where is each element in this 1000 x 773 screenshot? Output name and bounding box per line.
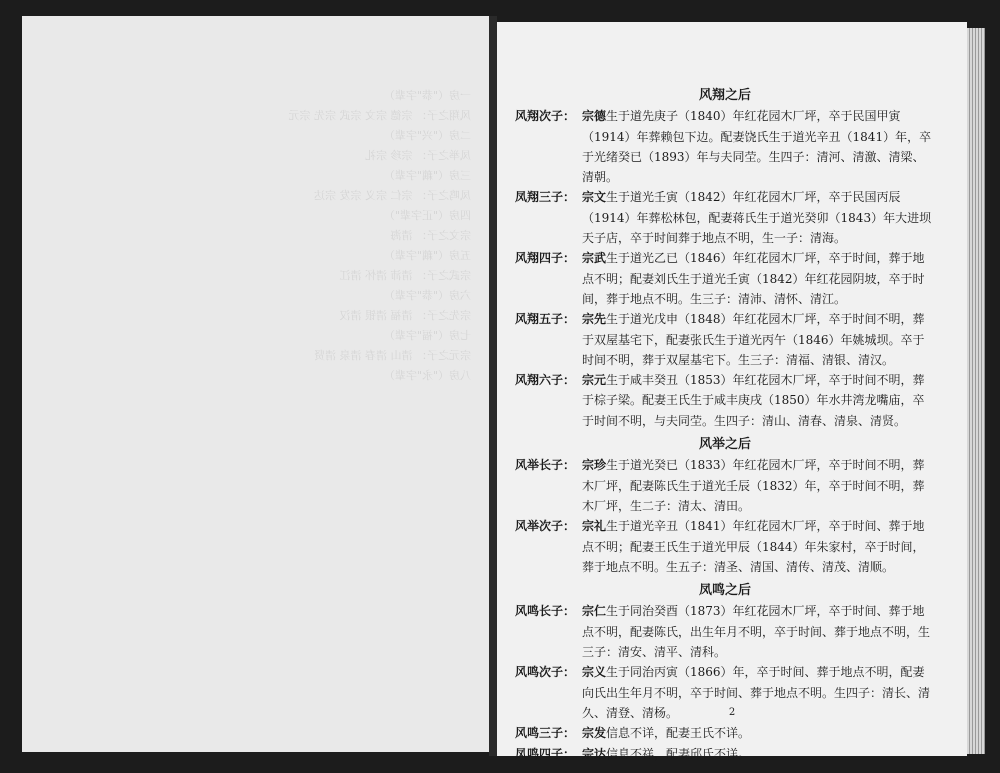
genealogy-entry bbox=[515, 516, 935, 577]
entry-label: 风鸣次子： bbox=[515, 665, 576, 680]
section-heading: 风翔之后 bbox=[698, 88, 751, 103]
right-page bbox=[497, 22, 967, 761]
entry-body bbox=[582, 106, 935, 187]
entry-label: 风举次子： bbox=[515, 519, 576, 534]
ghost-line: 六房（"恭"字辈） bbox=[383, 289, 471, 302]
genealogy-entry bbox=[515, 744, 935, 764]
ghost-line: 宗文之子： 清海 bbox=[390, 229, 471, 242]
genealogy-entry bbox=[515, 187, 935, 248]
entry-name: 宗德 bbox=[582, 109, 607, 124]
entry-text: 信息不详，配妻王氏不详。 bbox=[606, 726, 751, 741]
ghost-line: 宗元之子： 清山 清春 清泉 清贤 bbox=[314, 349, 471, 362]
entry-text: 信息不祥，配妻邱氏不详。 bbox=[606, 746, 751, 761]
entry-body bbox=[582, 601, 935, 662]
book-gutter bbox=[489, 16, 497, 756]
genealogy-entry bbox=[515, 309, 935, 370]
entry-text: 生于道光戊申（1848）年红花园木厂坪，卒于时间不明，葬于双屋基宅下，配妻张氏生于道光丙午（1846）年姚城坝。卒于时间不明，葬于双屋基宅下。生三子：清福、清银、清汉。 bbox=[582, 312, 925, 367]
ghost-line: 宗先之子： 清福 清银 清汉 bbox=[339, 309, 471, 322]
entry-body bbox=[582, 723, 935, 743]
entry-text: 生于道光辛丑（1841）年红花园木厂坪，卒于时间、葬于地点不明；配妻王氏生于道光甲辰（1844）年朱家村，卒于时间，葬于地点不明。生五子：清圣、清国、清传、清茂、清顺。 bbox=[582, 519, 925, 574]
ghost-line: 凤举之子： 宗珍 宗礼 bbox=[365, 149, 471, 162]
entry-text: 生于道光壬寅（1842）年红花园木厂坪，卒于民国丙辰（1914）年葬松林包，配妻蒋氏生于道光癸卯（1843）年大进坝天子店，卒于时间葬于地点不明，生一子：清海。 bbox=[582, 190, 932, 246]
ghost-line: 二房（"兴"字辈） bbox=[383, 129, 471, 142]
entry-name: 宗元 bbox=[582, 373, 607, 388]
entry-name: 宗达 bbox=[582, 746, 607, 761]
entry-text: 生于道光癸已（1833）年红花园木厂坪，卒于时间不明，葬木厂坪，配妻陈氏生于道光壬辰（1832）年，卒于时间不明，葬木厂坪，生二子：清太、清田。 bbox=[582, 458, 925, 513]
ghost-line: 四房（"正字辈"） bbox=[383, 209, 471, 222]
entry-label: 凤翔三子： bbox=[515, 190, 576, 205]
left-page bbox=[22, 16, 489, 752]
genealogy-entry bbox=[515, 370, 935, 431]
entry-name: 宗先 bbox=[582, 312, 607, 327]
genealogy-entry bbox=[515, 455, 935, 516]
entry-name: 宗义 bbox=[582, 665, 607, 680]
entry-text: 生于咸丰癸丑（1853）年红花园木厂坪，卒于时间不明，葬于棕子梁。配妻王氏生于咸丰庚戌（1850）年水井湾龙嘴庙，卒于时间不明，与夫同茔。生四子：清山、清春、清泉、清贤。 bbox=[582, 373, 925, 428]
genealogy-entry bbox=[515, 106, 935, 187]
entry-label: 风翔次子： bbox=[515, 109, 576, 124]
entry-label: 风翔五子： bbox=[515, 312, 576, 327]
entry-body bbox=[582, 516, 935, 577]
genealogy-content bbox=[515, 82, 935, 764]
entry-body bbox=[582, 187, 935, 248]
genealogy-entry bbox=[515, 248, 935, 309]
entry-body bbox=[582, 370, 935, 431]
entry-name: 宗仁 bbox=[582, 604, 607, 619]
left-page-bleedthrough-text bbox=[22, 16, 489, 752]
section-heading: 凤鸣之后 bbox=[698, 583, 751, 599]
entry-body bbox=[582, 309, 935, 370]
entry-label: 风翔六子： bbox=[515, 373, 576, 388]
entry-text: 生于道光乙已（1846）年红花园木厂坪，卒于时间，葬于地点不明；配妻刘氏生于道光壬寅（1842）年红花园阴坡，卒于时间，葬于地点不明。生三子：清沛、清怀、清江。 bbox=[582, 251, 925, 306]
entry-name: 宗文 bbox=[582, 190, 607, 205]
entry-label: 风鸣三子： bbox=[515, 726, 576, 741]
ghost-line: 风翔之子： 宗德 宗文 宗武 宗先 宗元 bbox=[288, 109, 471, 122]
entry-label: 风鸣长子： bbox=[515, 604, 576, 619]
ghost-line: 三房（"藕"字辈） bbox=[383, 169, 471, 182]
entry-label: 风举长子： bbox=[515, 458, 576, 473]
ghost-line: 一房（"恭"字辈） bbox=[383, 89, 471, 102]
ghost-line: 五房（"藕"字辈） bbox=[383, 249, 471, 262]
ghost-line: 凤鸣之子： 宗仁 宗义 宗发 宗达 bbox=[314, 189, 471, 202]
entry-text: 生于同治癸酉（1873）年红花园木厂坪，卒于时间、葬于地点不明，配妻陈氏，出生年月不明，卒于时间、葬于地点不明，生三子：清安、清平、清科。 bbox=[582, 604, 931, 660]
entry-text: 生于同治丙寅（1866）年，卒于时间、葬于地点不明，配妻向氏出生年月不明，卒于时间、葬于地点不明。生四子：清长、清久、清登、清杨。 bbox=[582, 665, 931, 720]
genealogy-entry bbox=[515, 723, 935, 743]
entry-body bbox=[582, 744, 935, 764]
ghost-line: 宗武之子： 清沛 清怀 清江 bbox=[339, 269, 471, 282]
entry-name: 宗武 bbox=[582, 251, 607, 266]
entry-name: 宗发 bbox=[582, 726, 607, 741]
ghost-line: 七房（"福"字辈） bbox=[383, 329, 471, 342]
genealogy-entry bbox=[515, 601, 935, 662]
entry-label: 凤鸣四子： bbox=[515, 746, 576, 761]
section-heading: 风举之后 bbox=[698, 437, 751, 453]
entry-body bbox=[582, 455, 935, 516]
entry-label: 风翔四子： bbox=[515, 251, 576, 266]
entry-name: 宗礼 bbox=[582, 519, 607, 534]
ghost-line: 八房（"永"字辈） bbox=[383, 369, 471, 382]
entry-body bbox=[582, 248, 935, 309]
page-number: 2 bbox=[728, 707, 736, 718]
entry-name: 宗珍 bbox=[582, 458, 607, 473]
page-edges bbox=[967, 28, 985, 754]
entry-text: 生于道先庚子（1840）年红花园木厂坪，卒于民国甲寅（1914）年葬赖包下边。配妻饶氏生于道光辛丑（1841）年，卒于光绪癸已（1893）年与夫同茔。生四子：清河、清激、清梁、清朝。 bbox=[582, 109, 932, 185]
